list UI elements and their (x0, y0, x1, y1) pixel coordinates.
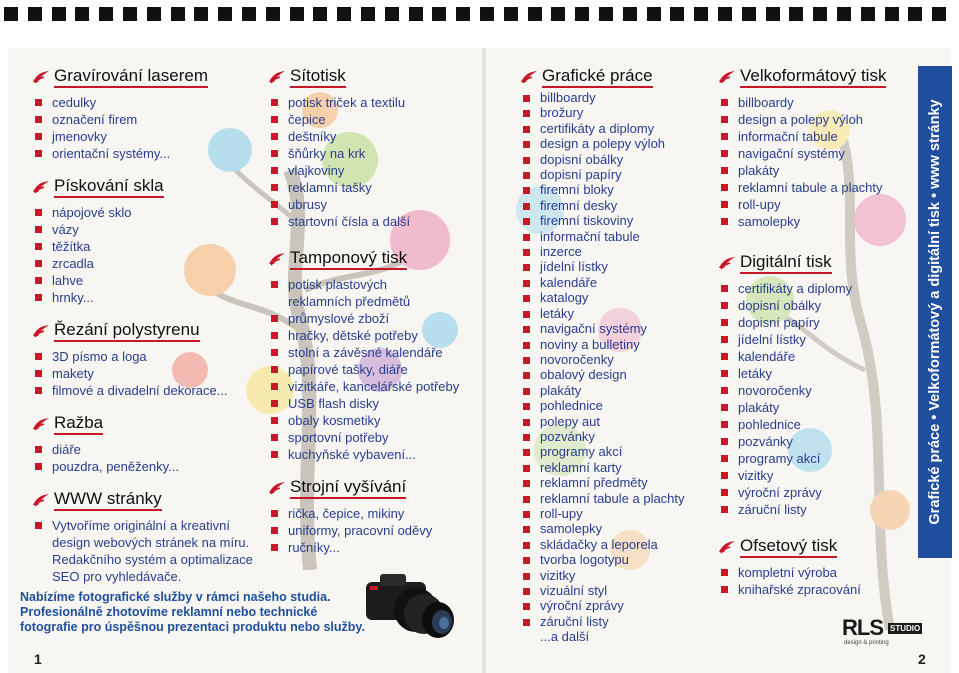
strip-square (75, 7, 89, 21)
strip-square (908, 7, 922, 21)
logo-studio: STUDIO (890, 624, 921, 633)
column-printing-services (268, 66, 483, 570)
section-sandblasting (32, 176, 257, 306)
list-item: polepy aut (520, 414, 710, 429)
strip-square (52, 7, 66, 21)
list-item: informační tabule (520, 229, 710, 244)
list-item: označení firem (32, 111, 257, 128)
list-item: rička, čepice, mikiny (268, 505, 483, 522)
photo-services-promo (20, 590, 365, 635)
list-item: samolepky (718, 213, 918, 230)
list-item: firemní bloky (520, 182, 710, 197)
column-engraving-services (32, 66, 257, 599)
brush-mark-icon (520, 70, 538, 84)
list-item: reklamní předměty (520, 475, 710, 490)
strip-square (456, 7, 470, 21)
list-item: billboardy (718, 94, 918, 111)
list-item: záruční listy (520, 614, 710, 629)
brush-mark-icon (32, 70, 50, 84)
list-item: navigační systémy (718, 145, 918, 162)
list-item: jídelní lístky (718, 331, 918, 348)
strip-square (337, 7, 351, 21)
brush-mark-icon (32, 493, 50, 507)
list-item: obalový design (520, 367, 710, 382)
list-item: vizuální styl (520, 583, 710, 598)
brush-mark-icon (718, 70, 736, 84)
brush-mark-icon (268, 481, 286, 495)
list-item: stolní a závěsné kalendáře (268, 344, 483, 361)
list-item: dopisní obálky (718, 297, 918, 314)
strip-square (599, 7, 613, 21)
list-item: vizitky (520, 568, 710, 583)
list-item-continuation: Redakčního systém a optimalizace (52, 552, 253, 567)
page-number-left: 1 (34, 651, 42, 667)
list-item: kompletní výroba (718, 564, 918, 581)
promo-line: Nabízíme fotografické služby v rámci našeho studia. (20, 590, 331, 604)
section-embossing (32, 413, 257, 475)
section-screen-printing (268, 66, 483, 230)
list-item: billboardy (520, 90, 710, 105)
list-item: kalendáře (520, 275, 710, 290)
list-item: deštníky (268, 128, 483, 145)
section-www-pages (32, 489, 257, 585)
section-pad-printing (268, 248, 483, 463)
list-item: USB flash disky (268, 395, 483, 412)
column-print-formats (718, 66, 918, 612)
list-item: orientační systémy... (32, 145, 257, 162)
section-title: Pískování skla (32, 176, 257, 198)
strip-square (528, 7, 542, 21)
list-item: reklamní karty (520, 460, 710, 475)
list-item: makety (32, 365, 257, 382)
list-item: informační tabule (718, 128, 918, 145)
strip-square (623, 7, 637, 21)
list-item: sportovní potřeby (268, 429, 483, 446)
column-graphic-works (520, 66, 710, 645)
side-banner-text: Grafické práce • Velkoformátový a digitální tisk • www stránky (927, 99, 943, 525)
strip-square (647, 7, 661, 21)
list-item: dopisní papíry (718, 314, 918, 331)
list-item: hrnky... (32, 289, 257, 306)
promo-line: Profesionálně zhotovíme reklamní nebo technické (20, 605, 318, 619)
list-item: navigační systémy (520, 321, 710, 336)
list-item: kuchyňské vybavení... (268, 446, 483, 463)
section-title: Ražba (32, 413, 257, 435)
strip-square (147, 7, 161, 21)
promo-line: fotografie pro úspěšnou prezentaci produktu nebo služby. (20, 620, 365, 634)
strip-square (385, 7, 399, 21)
strip-square (266, 7, 280, 21)
list-item: programy akcí (520, 444, 710, 459)
list-item: tvorba logotypu (520, 552, 710, 567)
list-item: novoročenky (520, 352, 710, 367)
brush-mark-icon (32, 180, 50, 194)
list-item: vizitky (718, 467, 918, 484)
brush-mark-icon (718, 256, 736, 270)
list-item: firemní desky (520, 198, 710, 213)
list-item: reklamní tašky (268, 179, 483, 196)
strip-square (789, 7, 803, 21)
list-item: dopisní obálky (520, 152, 710, 167)
list-item: vlajkoviny (268, 162, 483, 179)
list-item: dopisní papíry (520, 167, 710, 182)
logo-tagline: design & printing (844, 640, 889, 646)
strip-square (313, 7, 327, 21)
section-title: Gravírování laserem (32, 66, 257, 88)
strip-square (694, 7, 708, 21)
section-offset-print (718, 536, 918, 598)
list-item: brožury (520, 105, 710, 120)
strip-square (171, 7, 185, 21)
camera-image (358, 570, 458, 640)
strip-square (123, 7, 137, 21)
list-item: obaly kosmetiky (268, 412, 483, 429)
list-item: těžítka (32, 238, 257, 255)
list-item: jmenovky (32, 128, 257, 145)
list-item: reklamní tabule a plachty (520, 491, 710, 506)
list-item: filmové a divadelní dekorace... (32, 382, 257, 399)
section-title: Sítotisk (268, 66, 483, 88)
list-item-tail: ...a další (540, 629, 590, 645)
list-item-continuation: SEO pro vyhledávače. (52, 569, 182, 584)
list-item: letáky (520, 306, 710, 321)
rls-studio-logo (842, 615, 930, 645)
list-item: ubrusy (268, 196, 483, 213)
section-title: Digitální tisk (718, 252, 918, 274)
brush-mark-icon (32, 324, 50, 338)
list-item: certifikáty a diplomy (520, 121, 710, 136)
list-item: pozvánky (520, 429, 710, 444)
strip-square (242, 7, 256, 21)
list-item: průmyslové zboží (268, 310, 483, 327)
strip-square (361, 7, 375, 21)
strip-square (218, 7, 232, 21)
section-large-format (718, 66, 918, 230)
brush-mark-icon (268, 70, 286, 84)
list-item: čepice (268, 111, 483, 128)
list-item: papírové tašky, diáře (268, 361, 483, 378)
list-item: záruční listy (718, 501, 918, 518)
section-title: Řezání polystyrenu (32, 320, 257, 342)
strip-square (742, 7, 756, 21)
section-polystyrene-cutting (32, 320, 257, 399)
strip-square (99, 7, 113, 21)
top-square-strip (0, 0, 959, 30)
strip-square (670, 7, 684, 21)
list-item: pozvánky (718, 433, 918, 450)
list-item: letáky (718, 365, 918, 382)
list-item: hračky, dětské potřeby (268, 327, 483, 344)
strip-square (480, 7, 494, 21)
list-item: potisk plastových (268, 276, 483, 293)
strip-square (4, 7, 18, 21)
list-item: šňůrky na krk (268, 145, 483, 162)
list-item: programy akcí (718, 450, 918, 467)
strip-square (551, 7, 565, 21)
list-item: uniformy, pracovní oděvy (268, 522, 483, 539)
list-item: plakáty (520, 383, 710, 398)
strip-square (766, 7, 780, 21)
strip-square (28, 7, 42, 21)
list-item: nápojové sklo (32, 204, 257, 221)
list-item: lahve (32, 272, 257, 289)
strip-square (432, 7, 446, 21)
list-item: firemní tiskoviny (520, 213, 710, 228)
logo-name: RLS (842, 615, 883, 640)
list-item: vizitkáře, kancelářské potřeby (268, 378, 483, 395)
section-title: Velkoformátový tisk (718, 66, 918, 88)
section-title: Strojní vyšívání (268, 477, 483, 499)
strip-square (194, 7, 208, 21)
section-title: Grafické práce (520, 66, 710, 88)
section-title: Ofsetový tisk (718, 536, 918, 558)
list-item: zrcadla (32, 255, 257, 272)
list-item: výroční zprávy (520, 598, 710, 613)
list-item: roll-upy (520, 506, 710, 521)
list-item: plakáty (718, 162, 918, 179)
list-item: design a polepy výloh (718, 111, 918, 128)
list-item: vázy (32, 221, 257, 238)
strip-square (718, 7, 732, 21)
list-item: 3D písmo a loga (32, 348, 257, 365)
side-banner (918, 66, 952, 558)
section-digital-print (718, 252, 918, 518)
strip-square (861, 7, 875, 21)
list-item: katalogy (520, 290, 710, 305)
list-item-continuation: reklamních předmětů (288, 294, 411, 309)
brush-mark-icon (718, 540, 736, 554)
list-item: kalendáře (718, 348, 918, 365)
list-item: výroční zprávy (718, 484, 918, 501)
section-laser-engraving (32, 66, 257, 162)
list-item: design a polepy výloh (520, 136, 710, 151)
list-item: certifikáty a diplomy (718, 280, 918, 297)
list-item: pohlednice (520, 398, 710, 413)
list-item: jídelní lístky (520, 259, 710, 274)
section-machine-embroidery (268, 477, 483, 556)
list-item: roll-upy (718, 196, 918, 213)
list-item: reklamní tabule a plachty (718, 179, 918, 196)
list-item: pouzdra, peněženky... (32, 458, 257, 475)
strip-square (885, 7, 899, 21)
strip-square (575, 7, 589, 21)
list-item: samolepky (520, 521, 710, 536)
list-item: potisk triček a textilu (268, 94, 483, 111)
list-item: diáře (32, 441, 257, 458)
section-title: Tamponový tisk (268, 248, 483, 270)
strip-square (813, 7, 827, 21)
list-item: pohlednice (718, 416, 918, 433)
list-item-continuation: design webových stránek na míru. (52, 535, 250, 550)
list-item: novoročenky (718, 382, 918, 399)
list-item: Vytvoříme originální a kreativní (32, 517, 257, 534)
strip-square (409, 7, 423, 21)
brush-mark-icon (268, 252, 286, 266)
strip-square (504, 7, 518, 21)
list-item: inzerce (520, 244, 710, 259)
list-item: plakáty (718, 399, 918, 416)
page-number-right: 2 (918, 651, 926, 667)
list-item: skládačky a leporela (520, 537, 710, 552)
strip-square (290, 7, 304, 21)
list-item: ručníky... (268, 539, 483, 556)
list-item: startovní čísla a další (268, 213, 483, 230)
list-item: knihařské zpracování (718, 581, 918, 598)
strip-square (837, 7, 851, 21)
list-item: noviny a bulletiny (520, 337, 710, 352)
list-item: cedulky (32, 94, 257, 111)
brush-mark-icon (32, 417, 50, 431)
section-title: WWW stránky (32, 489, 257, 511)
strip-square (932, 7, 946, 21)
